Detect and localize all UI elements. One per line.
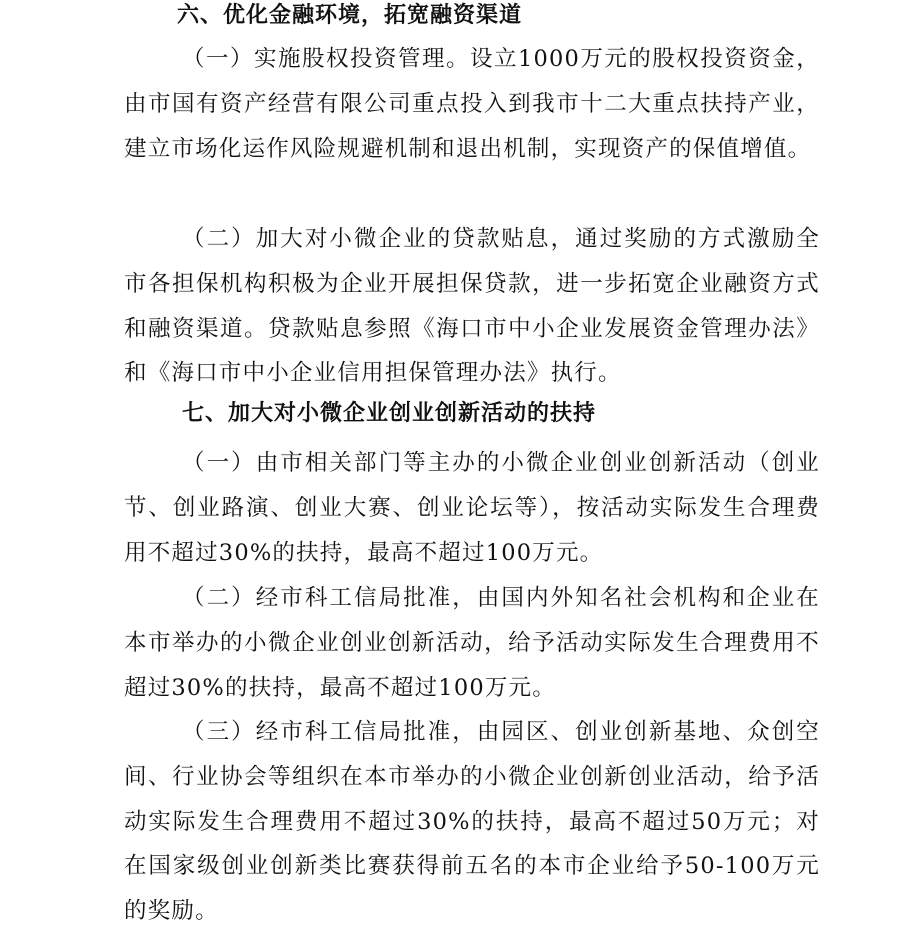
paragraph-7-1: （一）由市相关部门等主办的小微企业创业创新活动（创业节、创业路演、创业大赛、创业论坛等），按活动实际发生合理费用不超过30%的扶持，最高不超过100万元。 — [124, 450, 820, 566]
section-heading-7: 七、加大对小微企业创业创新活动的扶持 — [182, 401, 597, 426]
paragraph-7-3: （三）经市科工信局批准，由园区、创业创新基地、众创空间、行业协会等组织在本市举办的小微企业创新创业活动，给予活动实际发生合理费用不超过30%的扶持，最高不超过50万元；对在国家级创业创新类比赛获得前五名的本市企业给予50-100万元的奖励。 — [124, 719, 820, 925]
paragraph-7-2: （二）经市科工信局批准，由国内外知名社会机构和企业在本市举办的小微企业创业创新活动，给予活动实际发生合理费用不超过30%的扶持，最高不超过100万元。 — [124, 585, 820, 701]
paragraph-6-2: （二）加大对小微企业的贷款贴息，通过奖励的方式激励全市各担保机构积极为企业开展担保贷款，进一步拓宽企业融资方式和融资渠道。贷款贴息参照《海口市中小企业发展资金管理办法》和《海口市中小企业信用担保管理办法》执行。 — [124, 226, 820, 387]
section-heading-6: 六、优化金融环境，拓宽融资渠道 — [177, 3, 523, 28]
paragraph-6-1: （一）实施股权投资管理。设立1000万元的股权投资资金，由市国有资产经营有限公司重点投入到我市十二大重点扶持产业，建立市场化运作风险规避机制和退出机制，实现资产的保值增值。 — [124, 46, 820, 162]
